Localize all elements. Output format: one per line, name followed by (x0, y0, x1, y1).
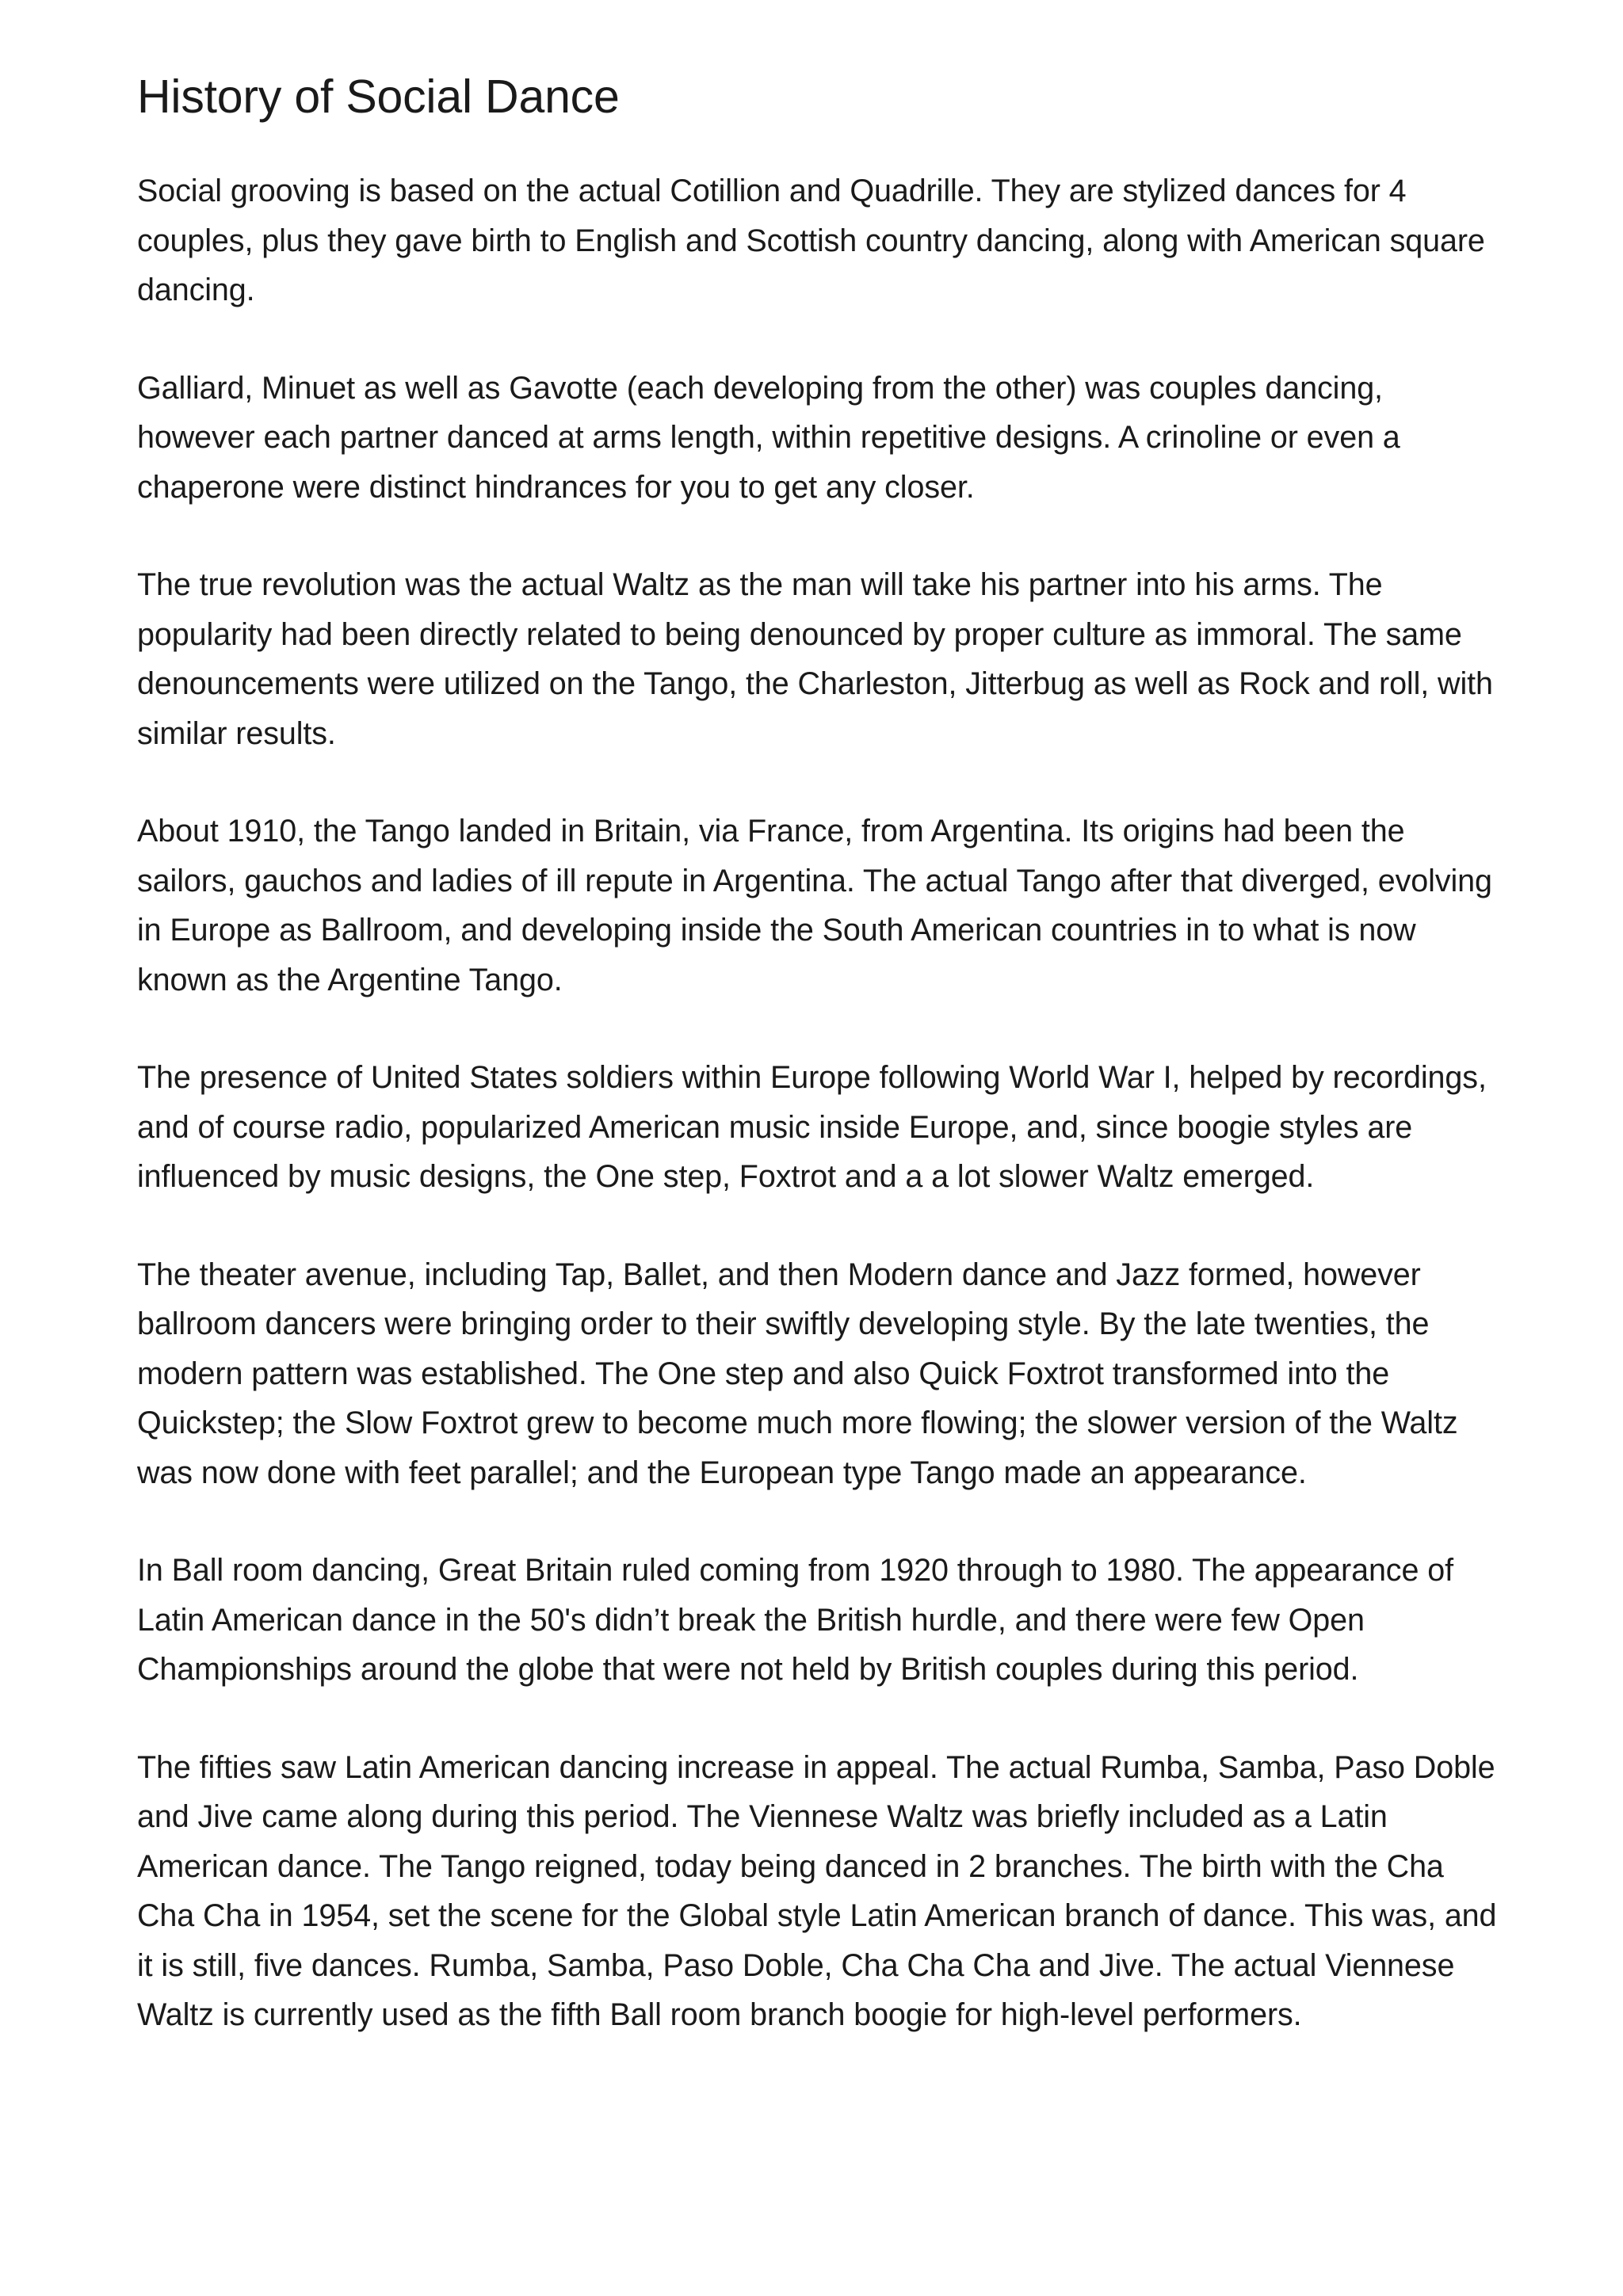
paragraph-fifties: The fifties saw Latin American dancing increase in appeal. The actual Rumba, Samba, Paso Doble and Jive came along during this period. The Viennese Waltz was briefly included as a Latin American dance. The Tango reigned, today being danced in 2 branches. The birth with the Cha Cha Cha in 1954, set the scene for the Global style Latin American branch of dance. This was, and it is still, five dances. Rumba, Samba, Paso Doble, Cha Cha Cha and Jive. The actual Viennese Waltz is currently used as the fifth Ball room branch boogie for high-level performers. (137, 1749, 1497, 2032)
paragraph-theater: The theater avenue, including Tap, Ballet, and then Modern dance and Jazz formed, however ballroom dancers were bringing order to their swiftly developing style. By the late twenties, the modern pattern was established. The One step and also Quick Foxtrot transformed into the Quickstep; the Slow Foxtrot grew to become much more flowing; the slower version of the Waltz was now done with feet parallel; and the European type Tango made an appearance. (137, 1257, 1458, 1490)
paragraph-world-war: The presence of United States soldiers within Europe following World War I, helped by recordings, and of course radio, popularized American music inside Europe, and, since boogie styles are influenced by music designs, the One step, Foxtrot and a a lot slower Waltz emerged. (137, 1060, 1487, 1194)
paragraph-galliard: Galliard, Minuet as well as Gavotte (each developing from the other) was couples dancing, however each partner danced at arms length, within repetitive designs. A crinoline or even a chaperone were distinct hindrances for you to get any closer. (137, 370, 1400, 505)
paragraph-tango: About 1910, the Tango landed in Britain, via France, from Argentina. Its origins had been the sailors, gauchos and ladies of ill repute in Argentina. The actual Tango after that diverged, evolving in Europe as Ballroom, and developing inside the South American countries in to what is now known as the Argentine Tango. (137, 814, 1492, 997)
document-page (137, 65, 1500, 2088)
paragraph-cotillion: Social grooving is based on the actual Cotillion and Quadrille. They are stylized dances for 4 couples, plus they gave birth to English and Scottish country dancing, along with American square dancing. (137, 174, 1485, 307)
paragraph-waltz: The true revolution was the actual Waltz as the man will take his partner into his arms. The popularity had been directly related to being denounced by proper culture as immoral. The same denouncements were utilized on the Tango, the Charleston, Jitterbug as well as Rock and roll, with similar results. (137, 567, 1493, 751)
paragraph-great-britain: In Ball room dancing, Great Britain ruled coming from 1920 through to 1980. The appearance of Latin American dance in the 50's didn’t break the British hurdle, and there were few Open Championships around the globe that were not held by British couples during this period. (137, 1553, 1453, 1687)
document-title: History of Social Dance (137, 71, 620, 123)
